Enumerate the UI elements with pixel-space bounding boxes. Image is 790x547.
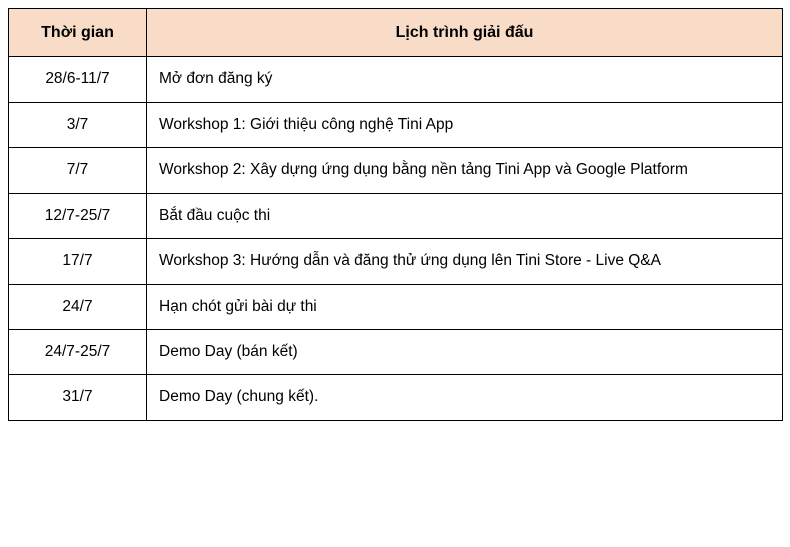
table-row (9, 102, 783, 147)
column-header-time: Thời gian (9, 9, 147, 57)
table-row (9, 193, 783, 238)
cell-time: 3/7 (9, 102, 147, 147)
cell-time: 12/7-25/7 (9, 193, 147, 238)
cell-description: Workshop 3: Hướng dẫn và đăng thử ứng dụng lên Tini Store - Live Q&A (147, 239, 783, 284)
table-header (9, 9, 783, 57)
table-header-row (9, 9, 783, 57)
cell-description: Hạn chót gửi bài dự thi (147, 284, 783, 329)
table-row (9, 148, 783, 193)
table-row (9, 375, 783, 420)
table-row (9, 239, 783, 284)
cell-time: 17/7 (9, 239, 147, 284)
table-row (9, 57, 783, 102)
cell-time: 28/6-11/7 (9, 57, 147, 102)
cell-description: Bắt đầu cuộc thi (147, 193, 783, 238)
cell-time: 7/7 (9, 148, 147, 193)
cell-time: 24/7-25/7 (9, 330, 147, 375)
table-body (9, 57, 783, 421)
cell-description: Workshop 2: Xây dựng ứng dụng bằng nền tảng Tini App và Google Platform (147, 148, 783, 193)
tournament-schedule-table (8, 8, 783, 421)
cell-description: Workshop 1: Giới thiệu công nghệ Tini App (147, 102, 783, 147)
cell-description: Demo Day (chung kết). (147, 375, 783, 420)
cell-description: Mở đơn đăng ký (147, 57, 783, 102)
table-row (9, 284, 783, 329)
cell-time: 31/7 (9, 375, 147, 420)
column-header-schedule: Lịch trình giải đấu (147, 9, 783, 57)
cell-time: 24/7 (9, 284, 147, 329)
table-row (9, 330, 783, 375)
cell-description: Demo Day (bán kết) (147, 330, 783, 375)
